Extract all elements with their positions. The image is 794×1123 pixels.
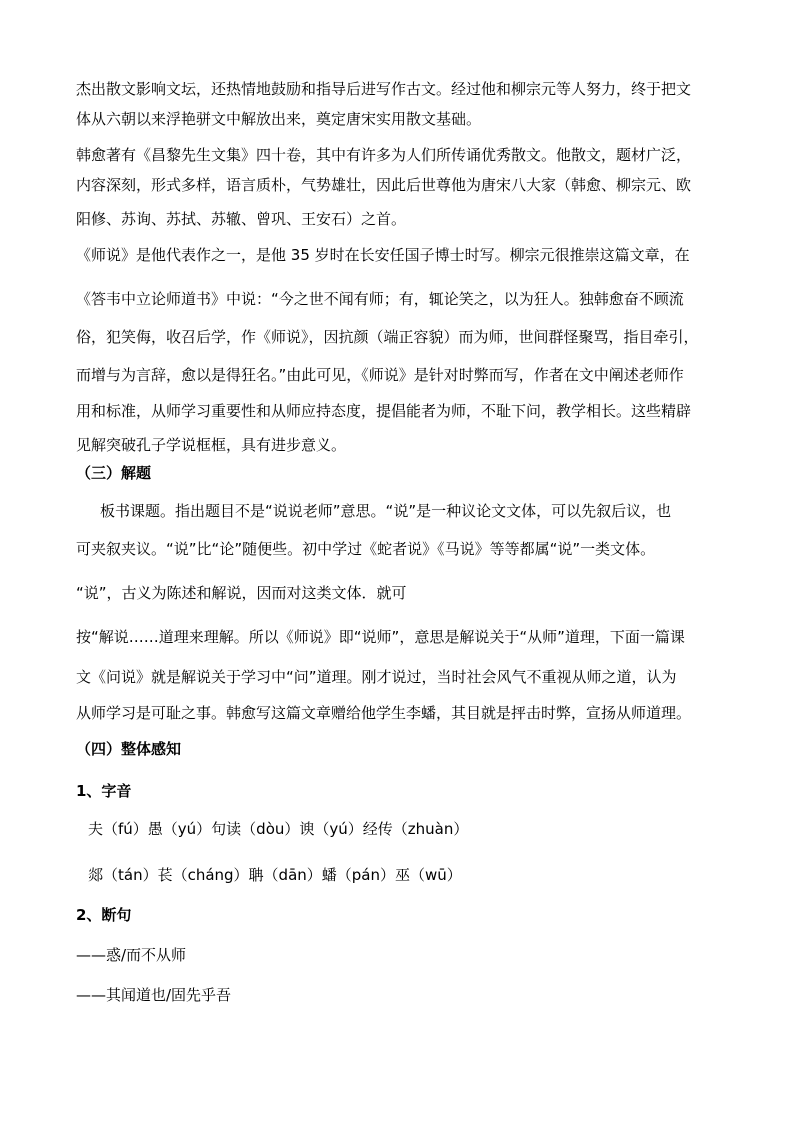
paragraph-line: 阳修、苏询、苏拭、苏辙、曾巩、王安石）之首。 — [76, 210, 407, 228]
pronunciation-line: 夫（fú）愚（yú）句读（dòu）谀（yú）经传（zhuàn） — [88, 820, 469, 838]
subsection-heading: 2、断句 — [76, 906, 132, 924]
paragraph-line: 板书课题。指出题目不是“说说老师”意思。“说”是一种议论文文体，可以先叙后议，也 — [100, 502, 672, 520]
paragraph-line: 体从六朝以来浮艳骈文中解放出来，奠定唐宋实用散文基础。 — [76, 110, 482, 128]
paragraph-line: 《师说》是他代表作之一，是他 35 岁时在长安任国子博士时写。柳宗元很推崇这篇文章，在 — [76, 246, 690, 264]
paragraph-line: 从师学习是可耻之事。韩愈写这篇文章赠给他学生李蟠，其目就是抨击时弊，宣扬从师道理。 — [76, 704, 692, 722]
paragraph-line: 俗，犯笑侮，收召后学，作《师说》，因抗颜（端正容貌）而为师，世间群怪聚骂，指目牵引， — [76, 328, 699, 346]
paragraph-line: 按“解说……道理来理解。所以《师说》即“说师”，意思是解说关于“从师”道理，下面一篇课 — [76, 628, 685, 646]
subsection-heading: 1、字音 — [76, 782, 132, 800]
paragraph-line: 见解突破孔子学说框框，具有进步意义。 — [76, 436, 347, 454]
section-heading: （三）解题 — [76, 464, 152, 482]
paragraph-line: “说”，古义为陈述和解说，因而对这类文体．就可 — [76, 584, 407, 602]
paragraph-line: 文《问说》就是解说关于学习中“问”道理。刚才说过，当时社会风气不重视从师之道，认为 — [76, 668, 677, 686]
pronunciation-line: 郯（tán）苌（cháng）聃（dān）蟠（pán）巫（wū） — [88, 866, 462, 884]
paragraph-line: 用和标准，从师学习重要性和从师应持态度，提倡能者为师，不耻下问，教学相长。这些精辟 — [76, 402, 692, 420]
section-heading: （四）整体感知 — [76, 740, 182, 758]
sentence-break-line: ——惑/而不从师 — [76, 946, 187, 964]
paragraph-line: 内容深刻，形式多样，语言质朴，气势雄壮，因此后世尊他为唐宋八大家（韩愈、柳宗元、欧 — [76, 176, 692, 194]
paragraph-line: 而增与为言辞，愈以是得狂名。”由此可见，《师说》是针对时弊而写，作者在文中阐述老师作 — [76, 366, 684, 384]
paragraph-line: 杰出散文影响文坛，还热情地鼓励和指导后进写作古文。经过他和柳宗元等人努力，终于把文 — [76, 80, 692, 98]
paragraph-line: 韩愈著有《昌黎先生文集》四十卷，其中有许多为人们所传诵优秀散文。他散文，题材广泛， — [76, 146, 692, 164]
paragraph-line: 可夹叙夹议。“说”比“论”随便些。初中学过《蛇者说》《马说》等等都属“说”一类文体。 — [76, 540, 656, 558]
paragraph-line: 《答韦中立论师道书》中说：“今之世不闻有师；有，辄论笑之，以为狂人。独韩愈奋不顾流 — [76, 290, 684, 308]
sentence-break-line: ——其闻道也/固先乎吾 — [76, 986, 232, 1004]
